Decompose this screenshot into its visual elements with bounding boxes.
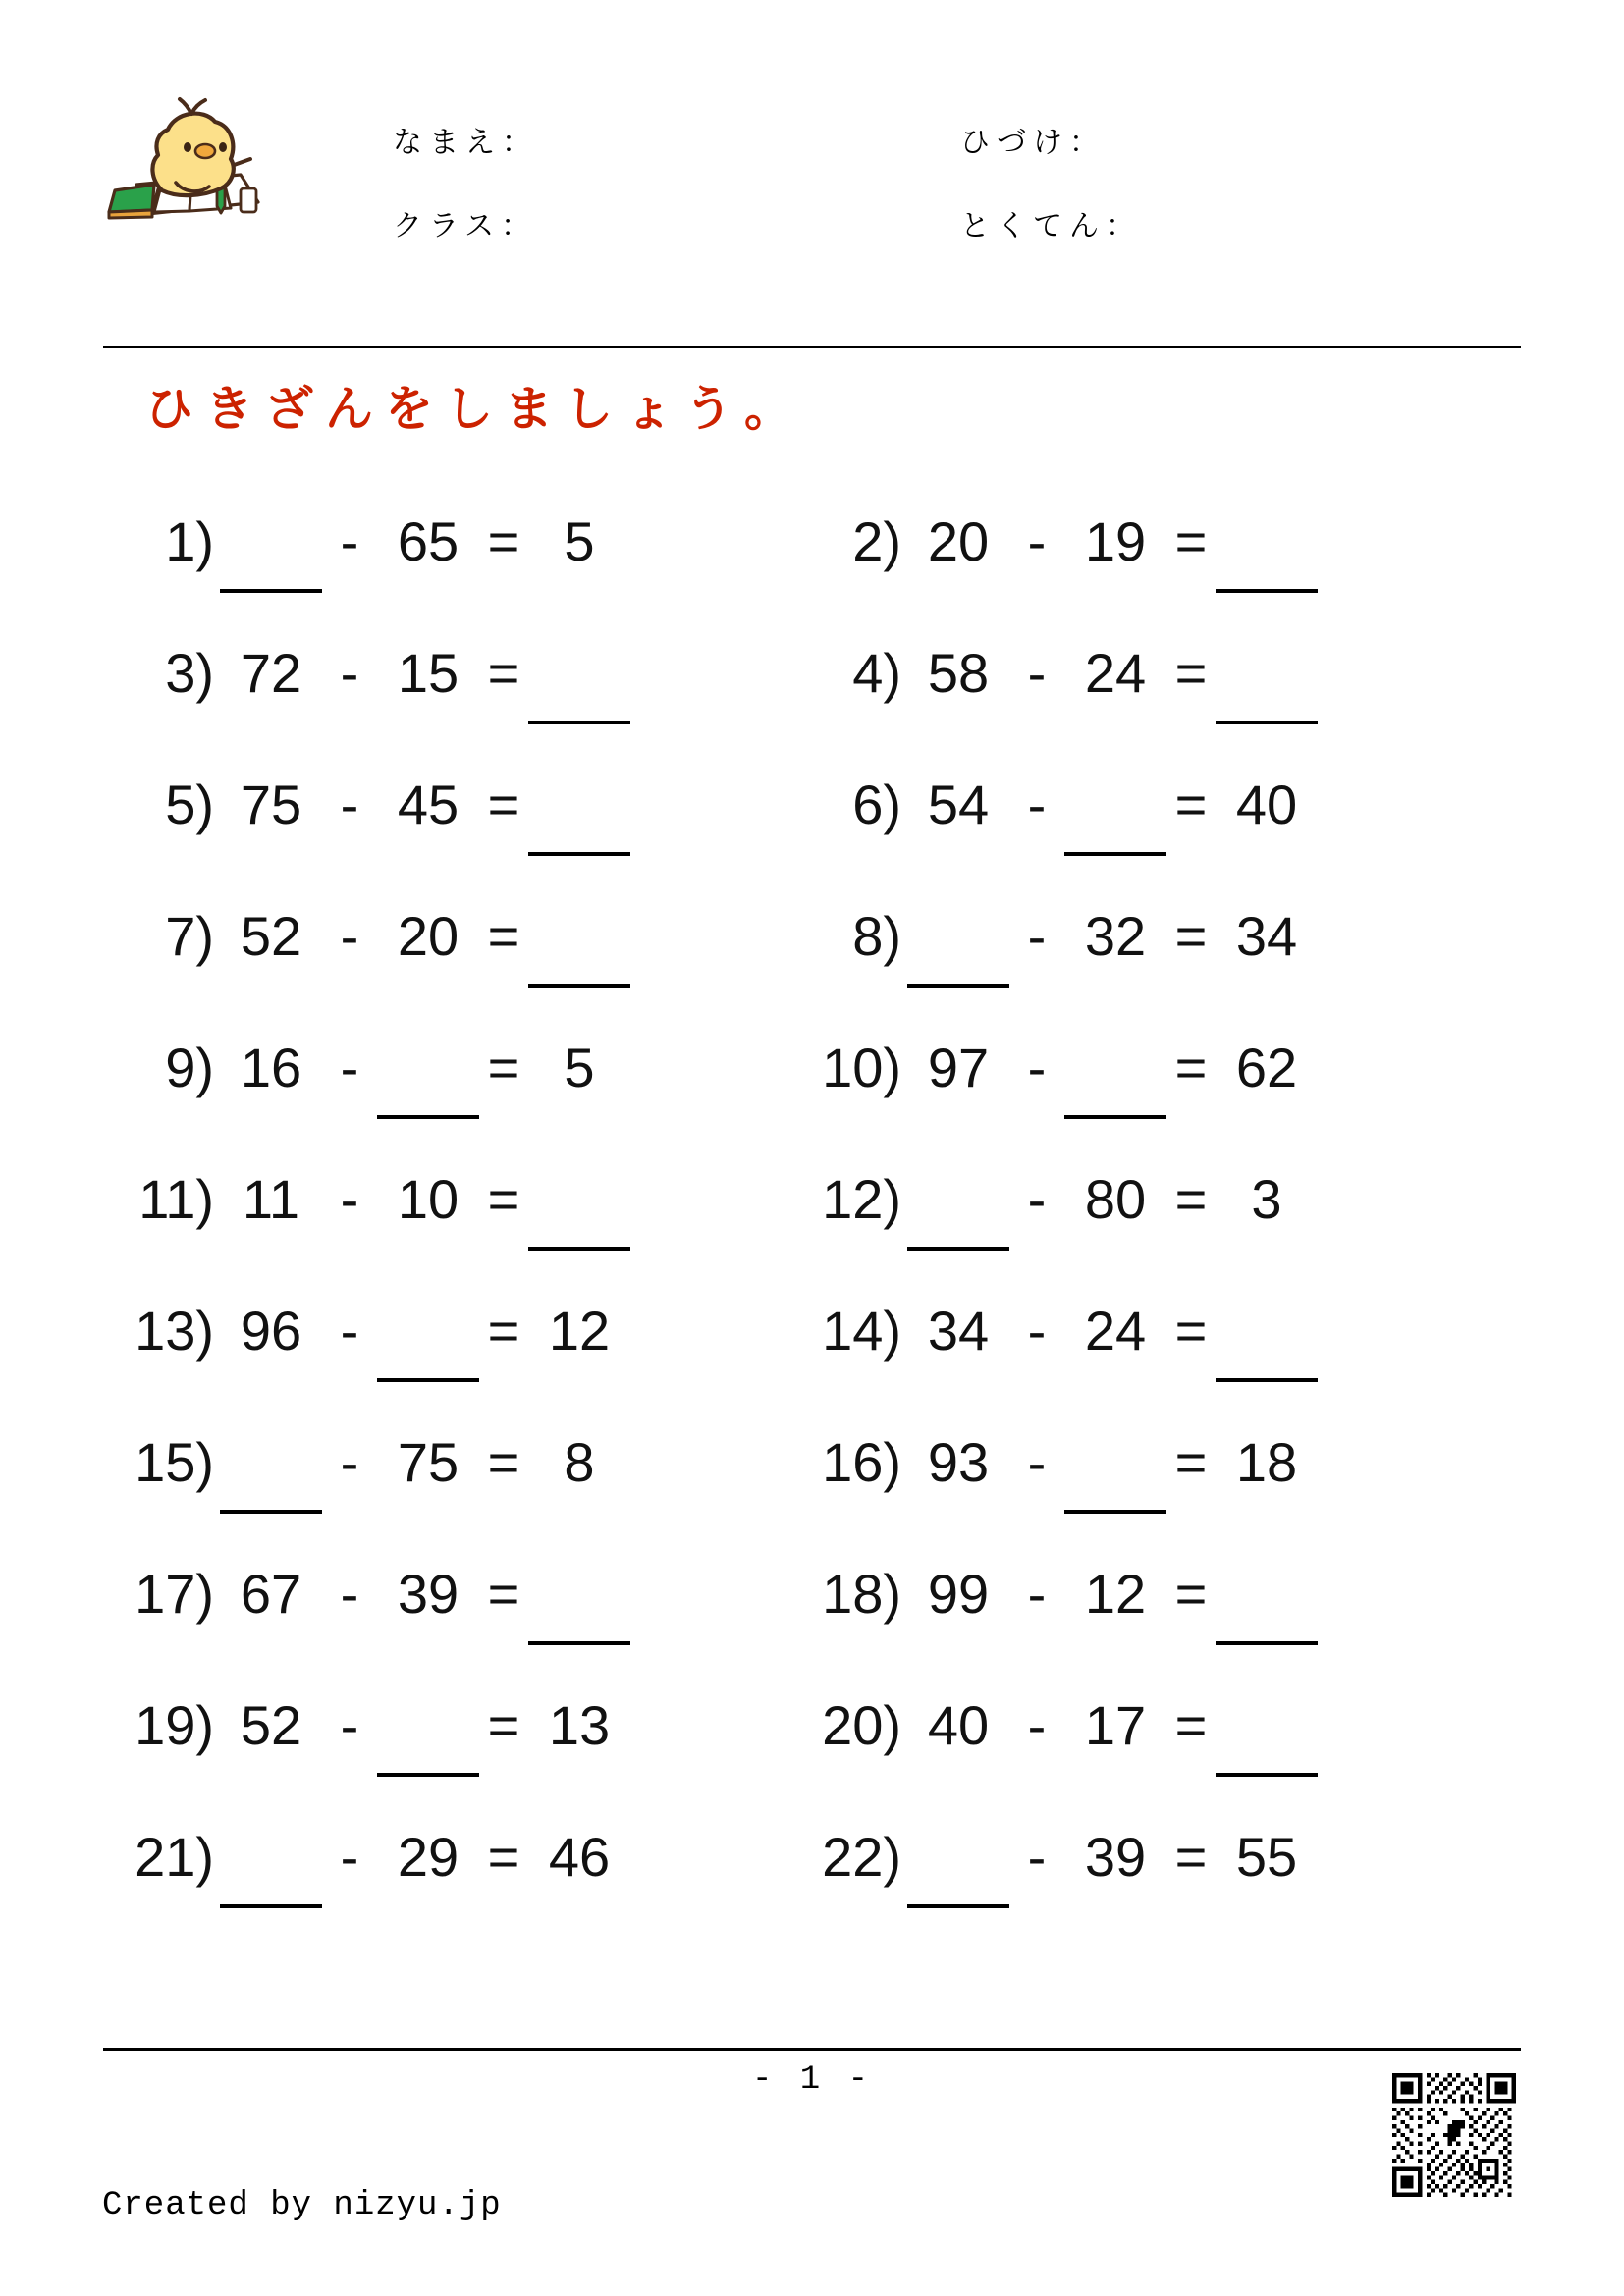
problem-row [0, 1427, 1624, 1559]
problem-number: 2) [852, 510, 901, 572]
minuend: 54 [927, 774, 990, 835]
subtrahend: 29 [397, 1826, 460, 1888]
answer-blank[interactable] [220, 1840, 322, 1908]
minuend: 93 [927, 1431, 990, 1493]
problem-row [0, 1296, 1624, 1427]
equals-operator: = [1174, 1168, 1208, 1230]
equals-operator: = [487, 905, 520, 967]
worksheet-header [0, 0, 1624, 346]
subtrahend: 12 [1084, 1563, 1147, 1625]
equals-operator: = [1174, 1563, 1208, 1625]
answer-blank[interactable] [528, 656, 630, 724]
minuend: 40 [927, 1694, 990, 1756]
problem-item [785, 638, 1532, 770]
minus-operator: - [340, 1826, 359, 1888]
equals-operator: = [487, 1563, 520, 1625]
problem-number: 19) [135, 1694, 214, 1756]
problem-number: 5) [165, 774, 214, 835]
minus-operator: - [1027, 642, 1047, 704]
problem-item [785, 1690, 1532, 1822]
minus-operator: - [1027, 905, 1047, 967]
problem-number: 10) [822, 1037, 901, 1098]
problem-item [98, 770, 785, 901]
footer-divider [103, 2048, 1521, 2051]
problem-item [98, 1427, 785, 1559]
minus-operator: - [340, 642, 359, 704]
equals-operator: = [1174, 1431, 1208, 1493]
answer-blank[interactable] [528, 1182, 630, 1251]
problem-row [0, 1822, 1624, 1953]
problem-row [0, 638, 1624, 770]
minus-operator: - [340, 1037, 359, 1098]
problem-number: 11) [138, 1168, 214, 1230]
subtrahend: 65 [397, 510, 460, 572]
subtrahend: 17 [1084, 1694, 1147, 1756]
minus-operator: - [340, 1300, 359, 1362]
problem-item [98, 1033, 785, 1164]
problem-row [0, 1559, 1624, 1690]
problem-number: 7) [165, 905, 214, 967]
equals-operator: = [1174, 1694, 1208, 1756]
problem-list [0, 507, 1624, 1953]
equals-operator: = [1174, 642, 1208, 704]
page-title: ひきざんをしましょう。 [145, 381, 805, 437]
problem-item [785, 1164, 1532, 1296]
name-field-label: なまえ： [393, 126, 538, 160]
answer-blank[interactable] [1216, 1576, 1318, 1645]
problem-item [785, 507, 1532, 638]
problem-item [98, 1822, 785, 1953]
difference: 13 [548, 1694, 611, 1756]
subtrahend: 15 [397, 642, 460, 704]
difference: 18 [1235, 1431, 1298, 1493]
minuend: 72 [240, 642, 302, 704]
minuend: 96 [240, 1300, 302, 1362]
difference: 3 [1251, 1168, 1282, 1230]
page-number: - 1 - [751, 2061, 873, 2099]
minus-operator: - [340, 1431, 359, 1493]
minus-operator: - [340, 1694, 359, 1756]
problem-item [98, 1559, 785, 1690]
minus-operator: - [1027, 1037, 1047, 1098]
problem-number: 21) [135, 1826, 214, 1888]
minuend: 20 [927, 510, 990, 572]
problem-number: 14) [822, 1300, 901, 1362]
problem-number: 9) [165, 1037, 214, 1098]
answer-blank[interactable] [907, 1182, 1009, 1251]
subtrahend: 80 [1084, 1168, 1147, 1230]
difference: 8 [564, 1431, 595, 1493]
difference: 5 [564, 510, 595, 572]
problem-item [98, 901, 785, 1033]
problem-number: 8) [852, 905, 901, 967]
equals-operator: = [487, 1694, 520, 1756]
score-field-label: とくてん： [960, 209, 1142, 243]
answer-blank[interactable] [1216, 1708, 1318, 1777]
minuend: 52 [240, 905, 302, 967]
answer-blank[interactable] [528, 787, 630, 856]
answer-blank[interactable] [1216, 524, 1318, 593]
equals-operator: = [487, 1826, 520, 1888]
equals-operator: = [487, 510, 520, 572]
problem-number: 1) [165, 510, 214, 572]
minuend: 34 [927, 1300, 990, 1362]
problem-number: 22) [822, 1826, 901, 1888]
difference: 34 [1235, 905, 1298, 967]
minuend: 16 [240, 1037, 302, 1098]
problem-number: 6) [852, 774, 901, 835]
equals-operator: = [487, 1037, 520, 1098]
equals-operator: = [487, 1168, 520, 1230]
problem-item [785, 1296, 1532, 1427]
subtrahend: 24 [1084, 642, 1147, 704]
subtrahend: 24 [1084, 1300, 1147, 1362]
minuend: 52 [240, 1694, 302, 1756]
equals-operator: = [1174, 1826, 1208, 1888]
problem-item [98, 1296, 785, 1427]
problem-number: 4) [852, 642, 901, 704]
answer-blank[interactable] [1064, 1445, 1166, 1514]
problem-item [98, 1164, 785, 1296]
minuend: 99 [927, 1563, 990, 1625]
problem-item [785, 1033, 1532, 1164]
equals-operator: = [487, 1300, 520, 1362]
equals-operator: = [487, 642, 520, 704]
problem-number: 12) [822, 1168, 901, 1230]
minuend: 67 [240, 1563, 302, 1625]
answer-blank[interactable] [528, 1576, 630, 1645]
subtrahend: 10 [397, 1168, 460, 1230]
equals-operator: = [487, 774, 520, 835]
equals-operator: = [1174, 774, 1208, 835]
worksheet-footer [0, 2042, 1624, 2296]
subtrahend: 20 [397, 905, 460, 967]
problem-item [785, 1427, 1532, 1559]
problem-item [785, 901, 1532, 1033]
difference: 12 [548, 1300, 611, 1362]
subtrahend: 39 [397, 1563, 460, 1625]
answer-blank[interactable] [528, 919, 630, 988]
problem-number: 15) [135, 1431, 214, 1493]
header-divider [103, 346, 1521, 348]
chick-studying-icon [93, 69, 280, 221]
minus-operator: - [1027, 1563, 1047, 1625]
problem-number: 18) [822, 1563, 901, 1625]
minus-operator: - [1027, 1826, 1047, 1888]
subtrahend: 75 [397, 1431, 460, 1493]
minus-operator: - [340, 1168, 359, 1230]
equals-operator: = [487, 1431, 520, 1493]
minus-operator: - [1027, 510, 1047, 572]
answer-blank[interactable] [907, 1840, 1009, 1908]
answer-blank[interactable] [377, 1050, 479, 1119]
minuend: 97 [927, 1037, 990, 1098]
problem-item [785, 770, 1532, 901]
problem-number: 13) [135, 1300, 214, 1362]
difference: 40 [1235, 774, 1298, 835]
problem-row [0, 507, 1624, 638]
subtrahend: 39 [1084, 1826, 1147, 1888]
minuend: 58 [927, 642, 990, 704]
problem-item [98, 638, 785, 770]
equals-operator: = [1174, 905, 1208, 967]
problem-item [785, 1822, 1532, 1953]
minus-operator: - [1027, 1431, 1047, 1493]
problem-number: 17) [135, 1563, 214, 1625]
difference: 55 [1235, 1826, 1298, 1888]
answer-blank[interactable] [1216, 656, 1318, 724]
problem-number: 3) [165, 642, 214, 704]
equals-operator: = [1174, 510, 1208, 572]
answer-blank[interactable] [377, 1313, 479, 1382]
date-field-label: ひづけ： [960, 126, 1106, 160]
equals-operator: = [1174, 1300, 1208, 1362]
problem-row [0, 770, 1624, 901]
problem-item [98, 1690, 785, 1822]
minuend: 75 [240, 774, 302, 835]
equals-operator: = [1174, 1037, 1208, 1098]
problem-number: 20) [822, 1694, 901, 1756]
answer-blank[interactable] [377, 1708, 479, 1777]
subtrahend: 19 [1084, 510, 1147, 572]
answer-blank[interactable] [1216, 1313, 1318, 1382]
problem-row [0, 1033, 1624, 1164]
difference: 46 [548, 1826, 611, 1888]
minus-operator: - [1027, 1168, 1047, 1230]
answer-blank[interactable] [220, 1445, 322, 1514]
minus-operator: - [340, 774, 359, 835]
subtrahend: 45 [397, 774, 460, 835]
problem-row [0, 1690, 1624, 1822]
minus-operator: - [1027, 1694, 1047, 1756]
answer-blank[interactable] [907, 919, 1009, 988]
problem-row [0, 901, 1624, 1033]
minus-operator: - [340, 1563, 359, 1625]
problem-item [785, 1559, 1532, 1690]
minus-operator: - [340, 905, 359, 967]
answer-blank[interactable] [1064, 787, 1166, 856]
minus-operator: - [1027, 774, 1047, 835]
minus-operator: - [340, 510, 359, 572]
difference: 5 [564, 1037, 595, 1098]
minuend: 11 [242, 1168, 300, 1230]
credit-text: Created by nizyu.jp [102, 2187, 502, 2224]
problem-row [0, 1164, 1624, 1296]
problem-number: 16) [822, 1431, 901, 1493]
subtrahend: 32 [1084, 905, 1147, 967]
answer-blank[interactable] [220, 524, 322, 593]
answer-blank[interactable] [1064, 1050, 1166, 1119]
difference: 62 [1235, 1037, 1298, 1098]
qr-code-icon[interactable] [1392, 2073, 1516, 2197]
class-field-label: クラス： [393, 209, 538, 243]
problem-item [98, 507, 785, 638]
minus-operator: - [1027, 1300, 1047, 1362]
